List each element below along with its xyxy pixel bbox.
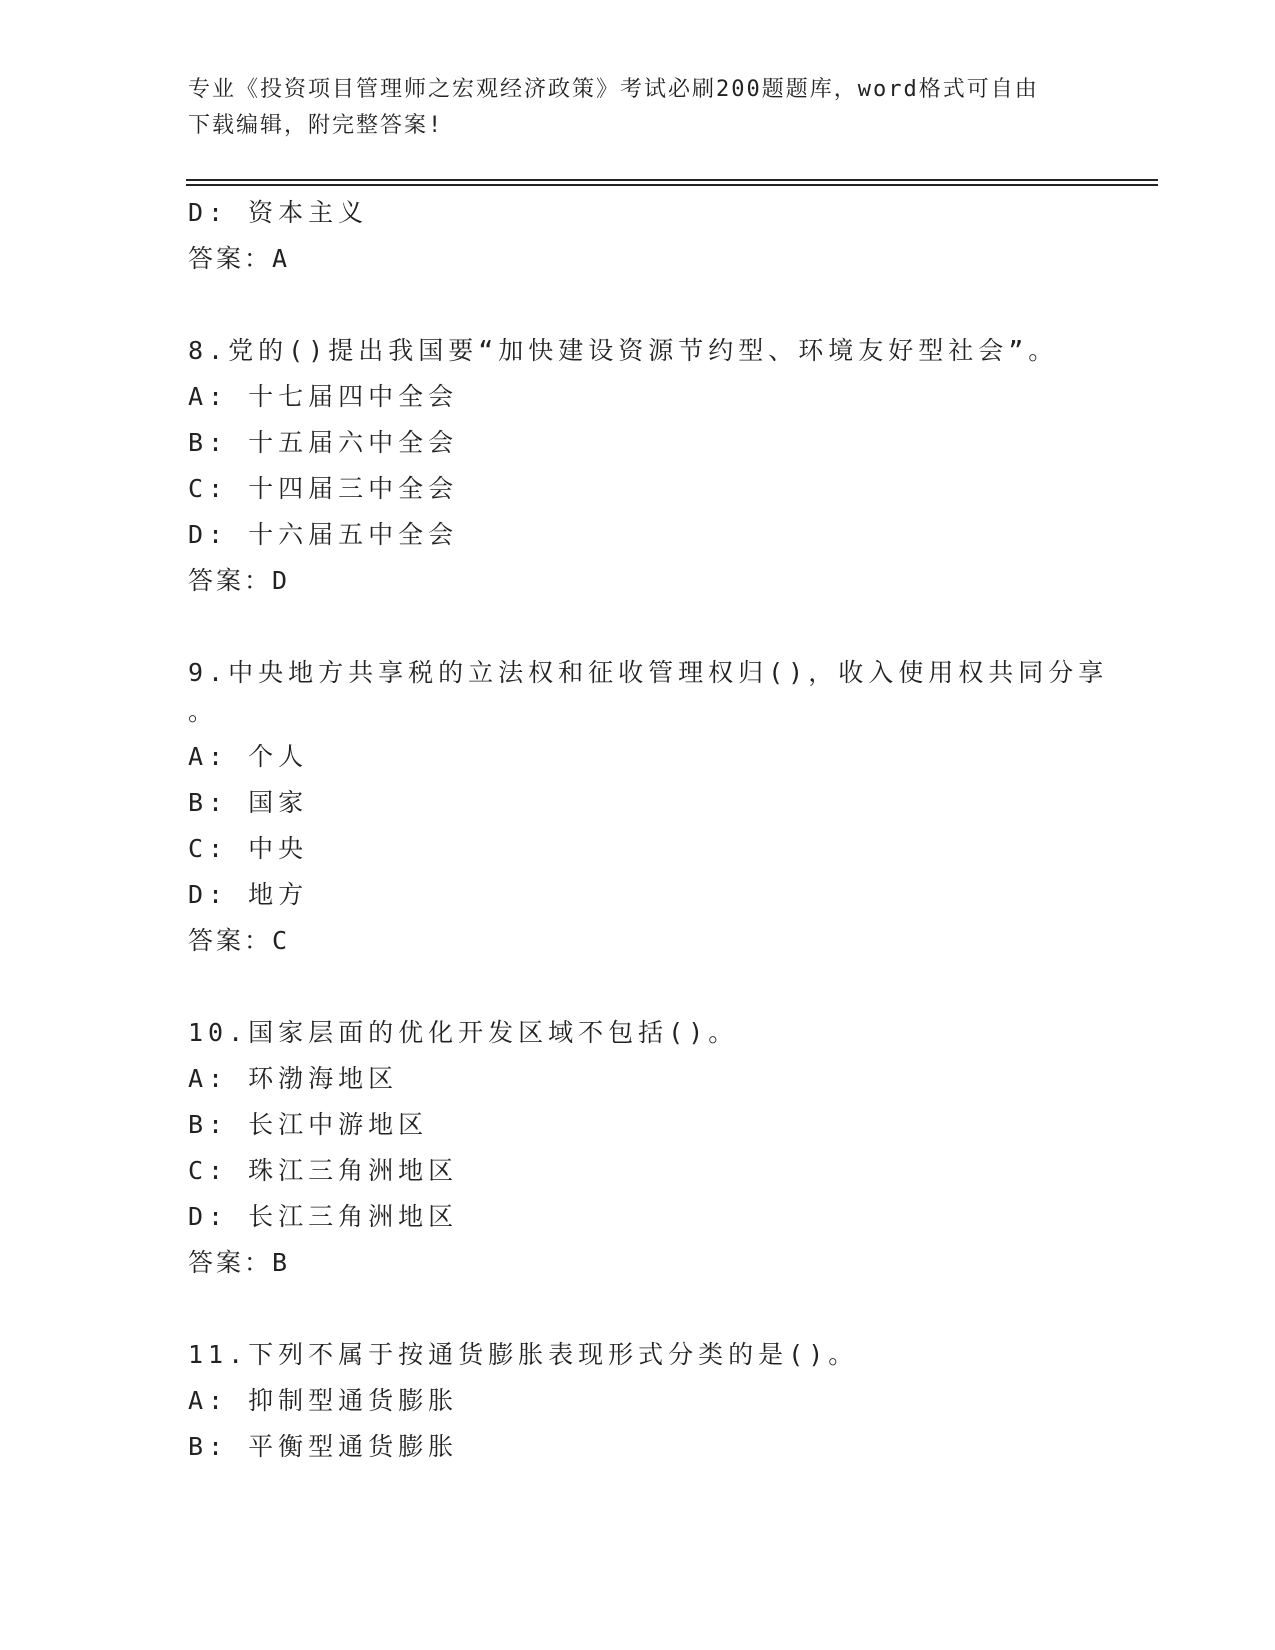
answer: 答案：D <box>188 566 291 595</box>
option-b: B: 长江中游地区 <box>188 1110 429 1139</box>
carryover-answer: 答案：A <box>188 244 291 273</box>
question-11 <box>188 1332 1088 1470</box>
option-d: D: 地方 <box>188 880 309 909</box>
option-c: C: 珠江三角洲地区 <box>188 1156 459 1185</box>
spacer <box>188 964 1088 1010</box>
question-stem: 8.党的()提出我国要“加快建设资源节约型、环境友好型社会”。 <box>188 336 1059 365</box>
question-stem: 11.下列不属于按通货膨胀表现形式分类的是()。 <box>188 1340 859 1369</box>
question-8 <box>188 328 1088 604</box>
option-a: A: 个人 <box>188 742 309 771</box>
document-header <box>188 72 1088 144</box>
spacer <box>188 604 1088 650</box>
header-divider-bottom <box>186 184 1158 186</box>
option-c: C: 十四届三中全会 <box>188 474 459 503</box>
option-a: A: 环渤海地区 <box>188 1064 399 1093</box>
option-a: A: 抑制型通货膨胀 <box>188 1386 459 1415</box>
option-d: D: 十六届五中全会 <box>188 520 459 549</box>
option-b: B: 国家 <box>188 788 309 817</box>
option-c: C: 中央 <box>188 834 309 863</box>
carryover-option-d: D: 资本主义 <box>188 198 369 227</box>
option-b: B: 平衡型通货膨胀 <box>188 1432 459 1461</box>
question-stem: 10.国家层面的优化开发区域不包括()。 <box>188 1018 739 1047</box>
question-10 <box>188 1010 1088 1286</box>
question-stem: 9.中央地方共享税的立法权和征收管理权归()，收入使用权共同分享 <box>188 658 1109 687</box>
answer: 答案：B <box>188 1248 291 1277</box>
header-line-1: 专业《投资项目管理师之宏观经济政策》考试必刷200题题库，word格式可自由 <box>188 77 1039 102</box>
spacer <box>188 282 1088 328</box>
question-9 <box>188 650 1109 964</box>
question-stem-end: 。 <box>188 697 219 726</box>
option-a: A: 十七届四中全会 <box>188 382 459 411</box>
option-b: B: 十五届六中全会 <box>188 428 459 457</box>
header-line-2: 下载编辑，附完整答案! <box>188 113 444 138</box>
header-divider-top <box>186 179 1158 181</box>
spacer <box>188 1286 1088 1332</box>
answer: 答案：C <box>188 926 291 955</box>
option-d: D: 长江三角洲地区 <box>188 1202 459 1231</box>
question-list <box>188 190 1109 1470</box>
